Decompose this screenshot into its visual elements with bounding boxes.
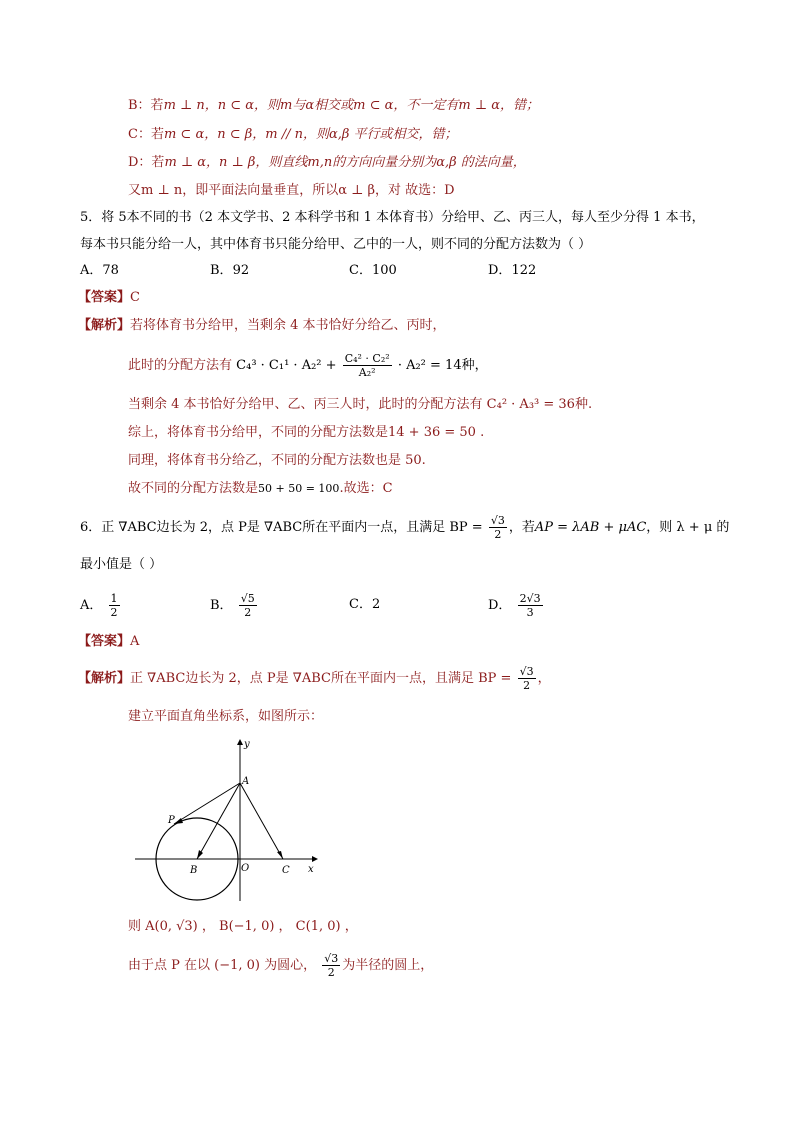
segment-ab [197,783,240,859]
q5-option-b-value: 92 [232,263,250,278]
q6-option-a [80,592,122,620]
q6-circle-frac-num: √3 [324,952,339,965]
q5-answer [78,289,140,307]
q6-option-d-label: D． [488,598,512,613]
q6-stem-part1: 正 ∇ABC边长为 2，点 P是 ∇ABC所在平面内一点，且满足 BP = [101,520,483,535]
q6-option-a-label: A． [80,598,103,613]
q6-stem-part3: ，则 λ + μ 的 [646,520,730,535]
q6-circle-fraction [322,952,340,979]
q5-option-a-label: A． [80,263,103,278]
segment-ac [240,783,283,859]
q6-answer-value: A [130,634,140,649]
q6-analysis-frac-den: 2 [523,679,531,692]
q6-circle-prefix: 由于点 P 在以 (−1, 0) 为圆心， [128,958,317,973]
x-axis-arrow [312,856,318,862]
label-o: O [241,863,250,874]
q5-answer-value: C [130,290,140,305]
q5-option-a-value: 78 [102,263,119,278]
segment-ap [174,783,240,824]
arrow-b [197,850,203,859]
option-d-continuation: 又m ⊥ n，即平面法向量垂直，所以α ⊥ β，对 故选：D [128,183,455,198]
q5-option-d [488,262,536,280]
q6-option-d-fraction [518,592,543,619]
q5-analysis-text6-formula: 50 + 50 = 100 [258,482,340,495]
q6-stem-line1 [80,514,729,542]
q5-option-b [210,262,249,280]
q5-formula-left: C₄³ · C₁¹ · A₂² [236,358,322,373]
q6-option-c-value: 2 [371,597,381,612]
q6-option-b-den: 2 [244,606,252,619]
label-b: B [190,865,198,876]
coordinate-figure [130,735,330,905]
prev-solution-d-cont [128,182,455,200]
q5-analysis-text4: 综上，将体育书分给甲，不同的分配方法数是14 + 36 = 50 . [128,425,485,440]
q5-analysis-text2-prefix: 此时的分配方法有 [128,358,233,373]
q6-option-c [349,596,380,614]
q6-analysis-line1 [78,665,551,693]
q6-stem-part2: ，若 [508,520,535,535]
prev-solution-c [128,126,458,144]
label-c: C [282,865,290,876]
q5-analysis-tag: 【解析】 [78,318,131,333]
q5-option-c [349,262,397,280]
q6-option-a-den: 2 [110,606,118,619]
q5-analysis-line3 [128,396,592,414]
q6-option-b [210,592,259,620]
prev-solution-d [128,154,526,172]
q6-option-b-label: B． [210,598,233,613]
q5-stem-text2: 每本书只能分给一人，其中体育书只能分给甲、乙中的一人，则不同的分配方法数为（ ） [80,237,592,252]
q6-number: 6． [80,520,102,535]
q5-stem-text1: 将 5本不同的书（2 本文学书、2 本科学书和 1 本体育书）分给甲、乙、丙三人，每人至少分得 1 本书， [101,210,705,225]
q6-answer [78,633,139,651]
q6-circle-frac-den: 2 [327,966,335,979]
q6-option-d [488,592,545,620]
q6-option-a-fraction [109,592,120,619]
q5-analysis-text5: 同理，将体育书分给乙，不同的分配方法数也是 50. [128,453,426,468]
option-c-text: m ⊂ α，n ⊂ β，m // n，则α,β 平行或相交，错； [163,127,458,142]
q5-analysis-text6-prefix: 故不同的分配方法数是 [128,481,259,496]
q5-option-c-label: C． [349,263,372,278]
q5-stem-line2 [80,236,591,254]
q6-analysis-line2 [128,708,323,726]
q6-option-b-fraction [239,592,257,619]
q6-stem-frac-num: √3 [490,514,505,527]
q5-analysis-line5 [128,452,426,470]
q5-fraction-denominator: A₂² [358,366,376,379]
q5-analysis-text3: 当剩余 4 本书恰好分给甲、乙、丙三人时，此时的分配方法有 C₄² · A₃³ = 36种. [128,397,593,412]
q6-option-c-label: C． [349,597,372,612]
q6-coords-line [128,918,358,936]
q6-circle-line [128,952,433,980]
q6-analysis-text1: 正 ∇ABC边长为 2，点 P是 ∇ABC所在平面内一点，且满足 BP = [130,671,512,686]
q5-formula-fraction [343,352,392,379]
q5-option-d-label: D． [488,263,512,278]
q5-formula-suffix: · A₂² = 14种， [397,358,488,373]
q6-vector-equation: AP = λAB + μAC [534,520,647,535]
q5-analysis-text1: 若将体育书分给甲，当剩余 4 本书恰好分给乙、丙时， [130,318,446,333]
q5-option-b-label: B． [210,263,233,278]
q6-stem-fraction [489,514,507,541]
label-a: A [242,776,250,787]
option-c-prefix: C：若 [128,127,164,142]
q6-circle-suffix: 为半径的圆上， [342,958,434,973]
q5-option-c-value: 100 [371,263,397,278]
q6-analysis-frac-num: √3 [519,665,534,678]
q6-option-a-num: 1 [110,592,118,605]
arrow-c [277,851,283,859]
label-y: y [244,739,250,750]
q6-analysis-text2: 建立平面直角坐标系，如图所示： [128,709,324,724]
q5-analysis-text6-suffix: .故选：C [339,481,393,496]
q6-option-b-num: √5 [240,592,255,605]
q6-stem-frac-den: 2 [494,528,502,541]
q6-stem-text2: 最小值是（ ） [80,557,163,572]
q5-option-d-value: 122 [511,263,537,278]
q5-analysis-line2: 此时的分配方法有 C₄³ · C₁¹ · A₂² + $\frac{\text{C₄² · C₂²}}{\text{A₂²}}$ · A₂² = 14种， [128,352,488,379]
q5-number: 5． [80,210,102,225]
option-d-prefix: D：若 [128,155,165,170]
q5-option-a [80,262,119,280]
q6-answer-tag: 【答案】 [78,634,131,649]
q6-option-d-num: 2√3 [519,592,541,605]
q5-fraction-numerator: C₄² · C₂² [344,352,390,365]
q5-analysis-line1 [78,317,446,335]
y-axis-arrow [237,739,243,745]
q6-analysis-tag: 【解析】 [78,671,131,686]
q5-answer-tag: 【答案】 [78,290,131,305]
option-b-text: m ⊥ n，n ⊂ α，则m与α相交或m ⊂ α，不一定有m ⊥ α，错； [163,98,540,113]
q6-coords-text: 则 A(0, √3) ， B(−1, 0) ， C(1, 0) ， [128,919,358,934]
q5-analysis-line6 [128,480,393,498]
option-b-prefix: B：若 [128,98,164,113]
q6-analysis-text1-suffix: ， [537,671,551,686]
q5-stem-line1 [80,209,705,227]
label-p: P [168,815,175,826]
q6-option-d-den: 3 [526,606,534,619]
prev-solution-b [128,97,539,115]
label-x: x [308,864,314,875]
q6-stem-line2 [80,556,162,574]
option-d-text: m ⊥ α，n ⊥ β，则直线m,n的方向向量分别为α,β 的法向量， [164,155,526,170]
q5-analysis-line4 [128,424,484,442]
q6-analysis-fraction [518,665,536,692]
